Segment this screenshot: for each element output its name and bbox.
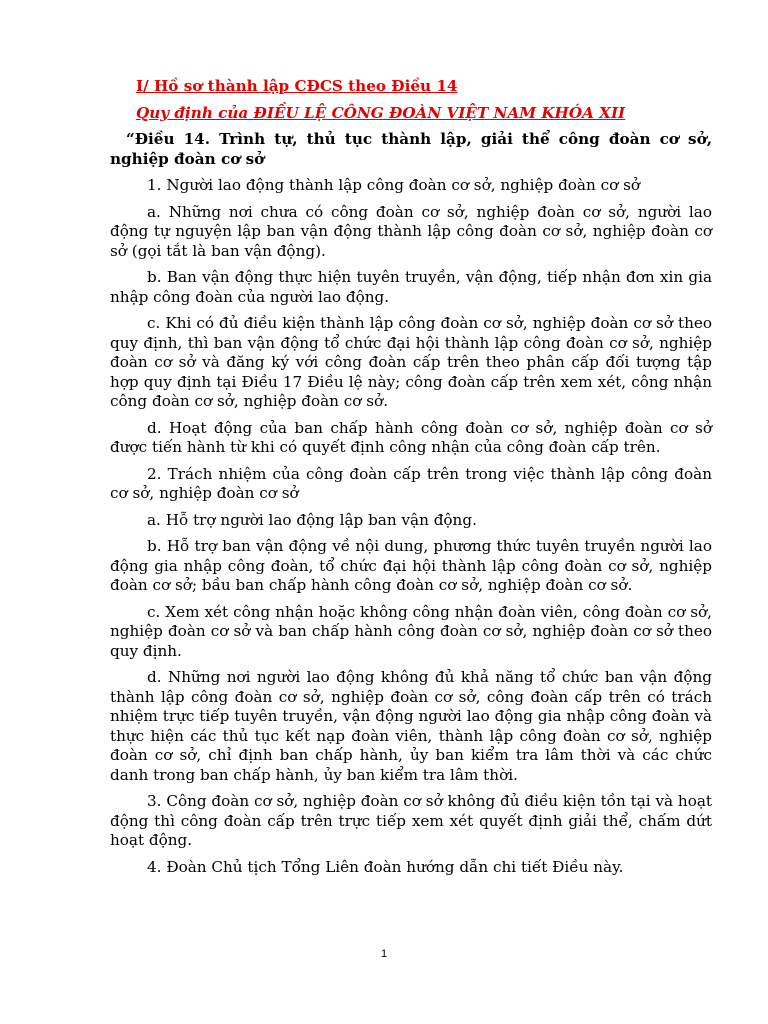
page-number: 1 [380,948,388,960]
paragraph-1: 1. Người lao động thành lập công đoàn cơ sở, nghiệp đoàn cơ sở [147,176,641,194]
paragraph-2a: a. Hỗ trợ người lao động lập ban vận động. [147,510,477,529]
paragraph-3: 3. Công đoàn cơ sở, nghiệp đoàn cơ sở không đủ điều kiện tồn tại và hoạt động thì công đoàn cấp trên trực tiếp xem xét quyết định giải thể, chấm dứt hoạt động. [110,792,712,849]
document-body [110,76,712,884]
paragraph-1b: b. Ban vận động thực hiện tuyên truyền, vận động, tiếp nhận đơn xin gia nhập công đoàn của người lao động. [110,268,712,306]
paragraph-2b: b. Hỗ trợ ban vận động về nội dung, phương thức tuyên truyền người lao động gia nhập công đoàn, tổ chức đại hội thành lập công đoàn cơ sở, nghiệp đoàn cơ sở; bầu ban chấp hành công đoàn cơ sở, nghiệp đoàn cơ sở. [110,537,712,594]
section-title: I/ Hồ sơ thành lập CĐCS theo Điều 14 [136,77,458,95]
paragraph-4: 4. Đoàn Chủ tịch Tổng Liên đoàn hướng dẫn chi tiết Điều này. [147,857,624,876]
paragraph-1d: d. Hoạt động của ban chấp hành công đoàn cơ sở, nghiệp đoàn cơ sở được tiến hành từ khi có quyết định công nhận của công đoàn cấp trên. [110,418,712,456]
section-subtitle: Quy định của ĐIỀU LỆ CÔNG ĐOÀN VIỆT NAM KHÓA XII [136,104,626,122]
paragraph-2: 2. Trách nhiệm của công đoàn cấp trên trong việc thành lập công đoàn cơ sở, nghiệp đoàn cơ sở [110,464,712,502]
paragraph-2c: c. Xem xét công nhận hoặc không công nhận đoàn viên, công đoàn cơ sở, nghiệp đoàn cơ sở và ban chấp hành công đoàn cơ sở, nghiệp đoàn cơ sở theo quy định. [110,602,712,660]
paragraph-1c: c. Khi có đủ điều kiện thành lập công đoàn cơ sở, nghiệp đoàn cơ sở theo quy định, thì ban vận động tổ chức đại hội thành lập công đoàn cơ sở, nghiệp đoàn cơ sở và đăng ký với công đoàn cấp trên theo phân cấp đối tượng tập hợp quy định tại Điều 17 Điều lệ này; công đoàn cấp trên xem xét, công nhận công đoàn cơ sở, nghiệp đoàn cơ sở. [110,314,712,410]
article-title: “Điều 14. Trình tự, thủ tục thành lập, giải thể công đoàn cơ sở, nghiệp đoàn cơ sở [110,130,712,168]
paragraph-1a: a. Những nơi chưa có công đoàn cơ sở, nghiệp đoàn cơ sở, người lao động tự nguyện lập ban vận động thành lập công đoàn cơ sở, nghiệp đoàn cơ sở (gọi tắt là ban vận động). [110,202,712,260]
paragraph-2d: d. Những nơi người lao động không đủ khả năng tổ chức ban vận động thành lập công đoàn cơ sở, nghiệp đoàn cơ sở, công đoàn cấp trên có trách nhiệm trực tiếp tuyên truyền, vận động người lao động gia nhập công đoàn và thực hiện các thủ tục kết nạp đoàn viên, thành lập công đoàn cơ sở, nghiệp đoàn cơ sở, chỉ định ban chấp hành, ủy ban kiểm tra lâm thời và các chức danh trong ban chấp hành, ủy ban kiểm tra lâm thời. [110,668,712,784]
